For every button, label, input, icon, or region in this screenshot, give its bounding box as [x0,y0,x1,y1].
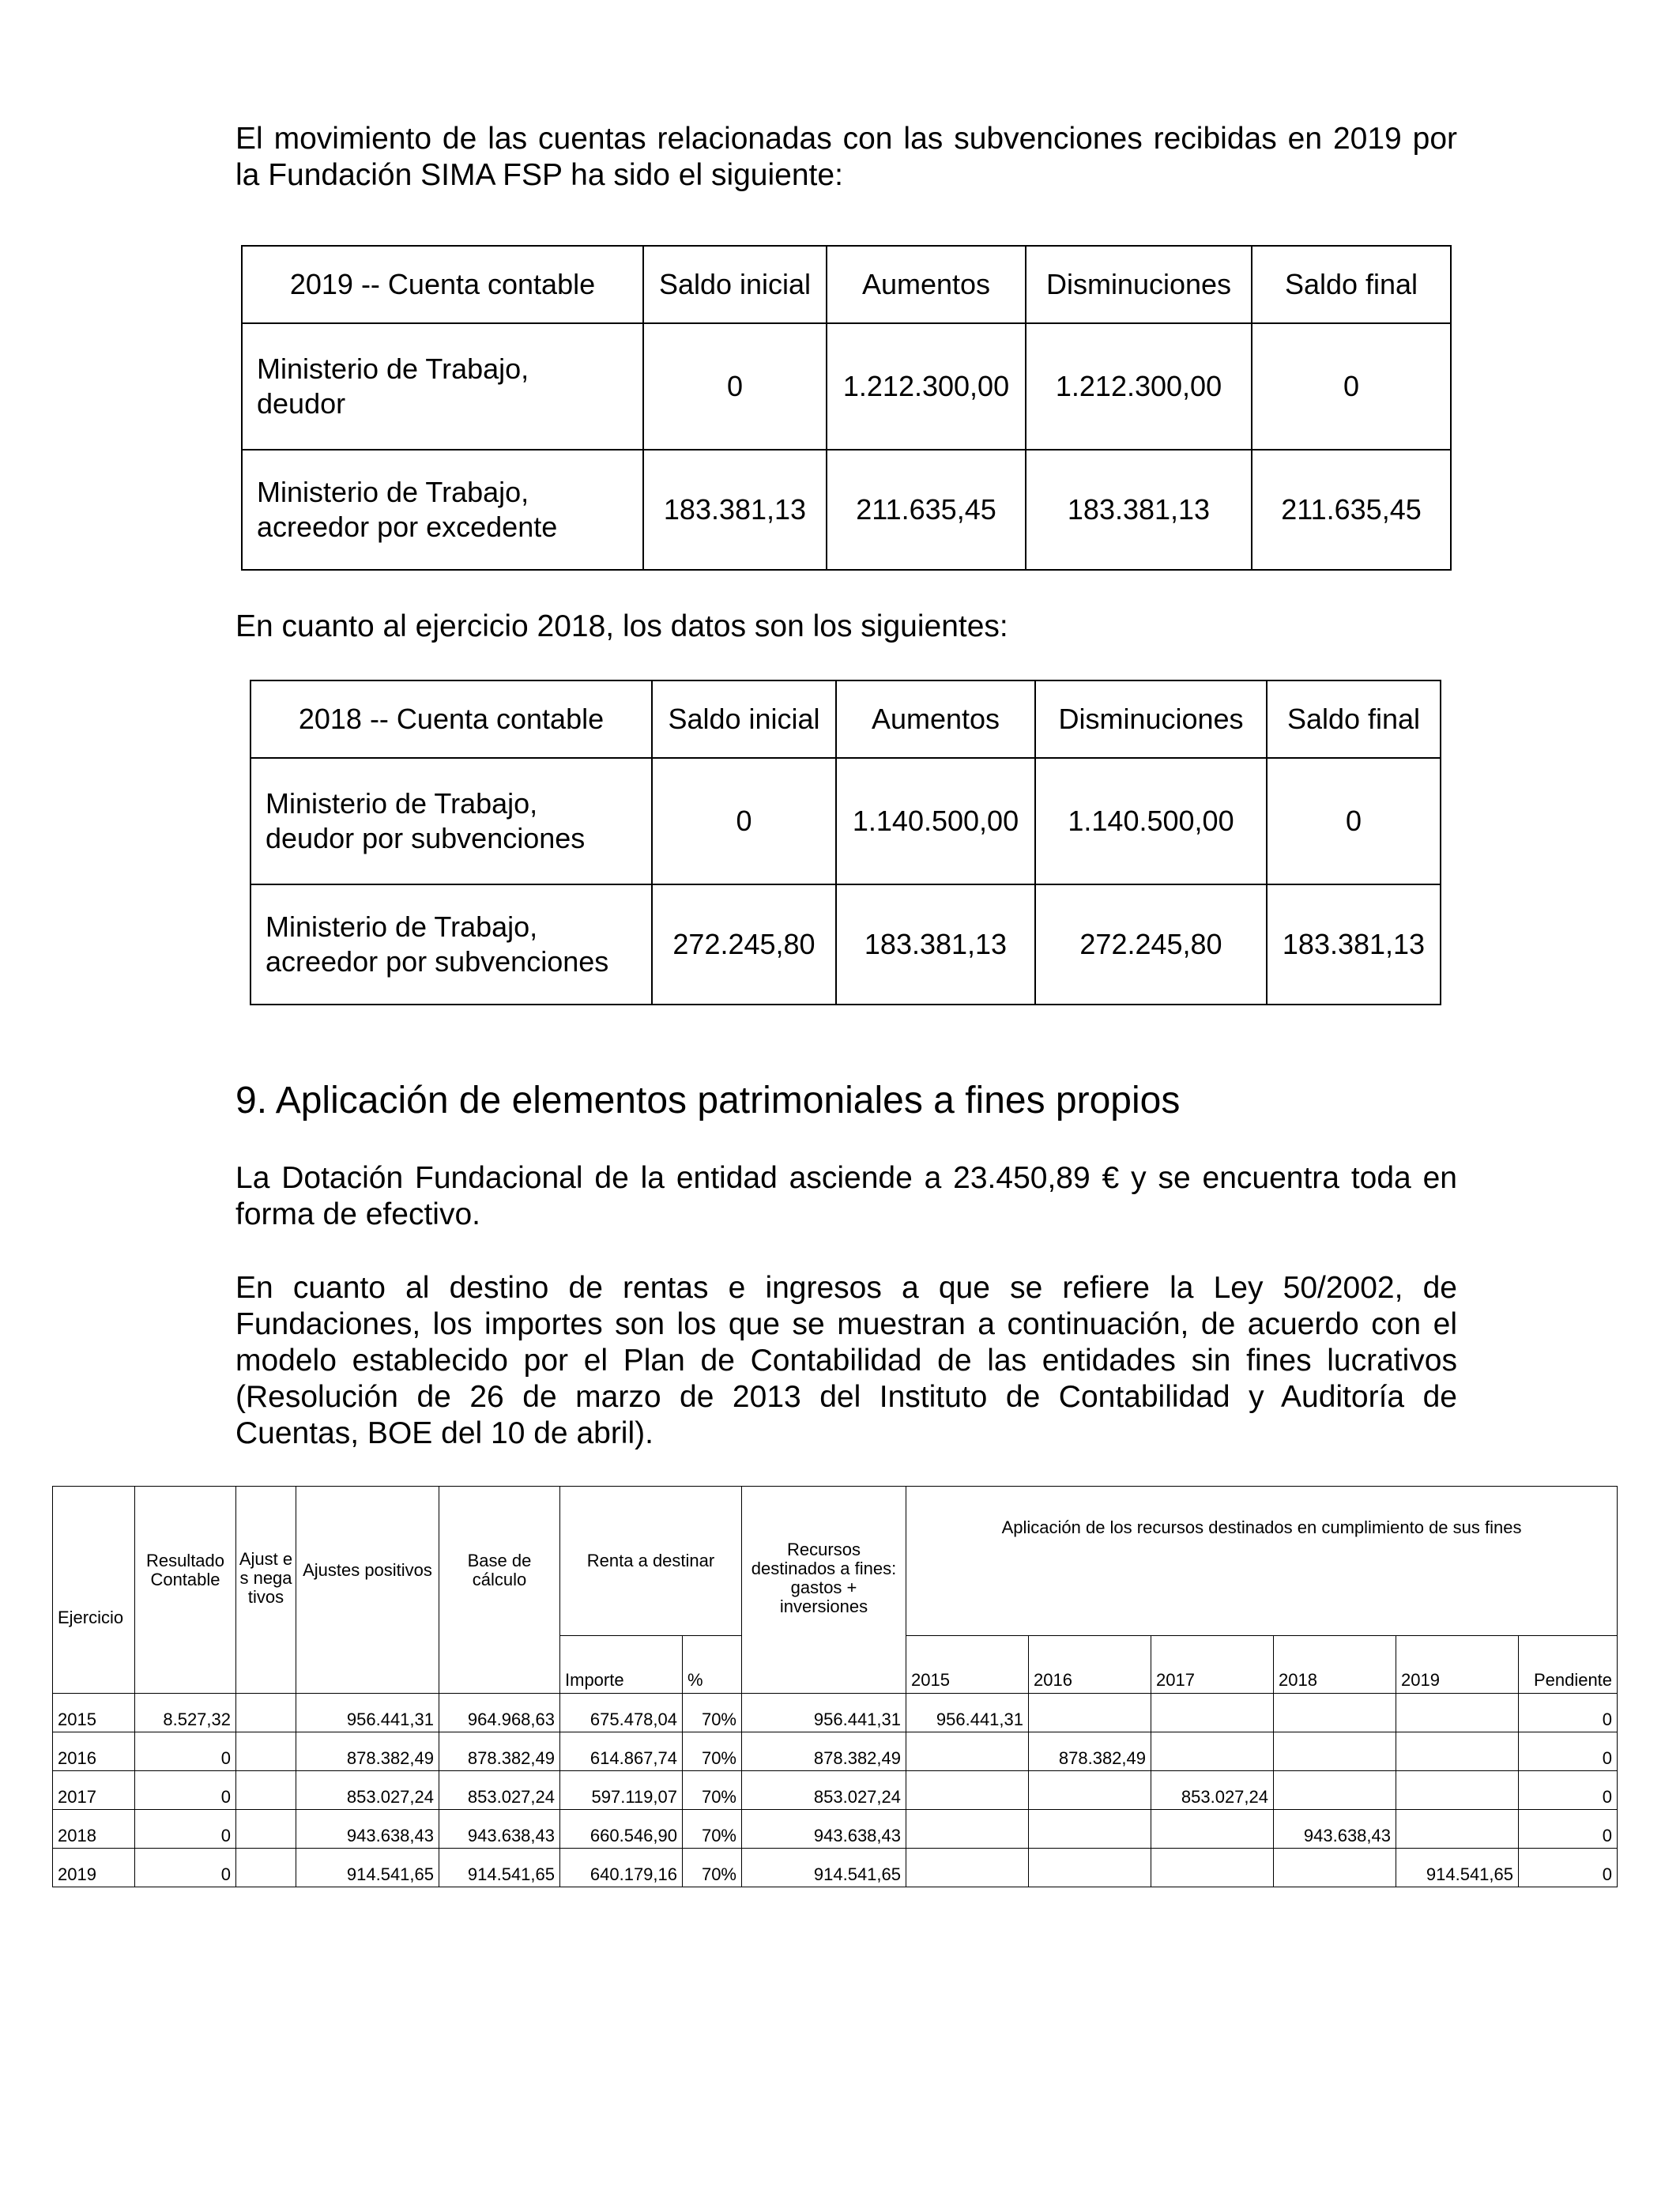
cell-a2019 [1396,1771,1519,1810]
cell-a2018 [1274,1694,1396,1732]
cell-recursos: 956.441,31 [742,1694,906,1732]
cell-pendiente: 0 [1519,1694,1618,1732]
cell-importe: 675.478,04 [560,1694,683,1732]
header-year-2019: 2019 [1396,1636,1519,1694]
table-2018-header-disminuciones: Disminuciones [1035,680,1267,758]
aumentos-cell: 183.381,13 [836,884,1035,1005]
cell-a2018 [1274,1849,1396,1887]
header-aplicacion-recursos: Aplicación de los recursos destinados en cumplimiento de sus fines [906,1487,1618,1636]
cell-a2015: 956.441,31 [906,1694,1029,1732]
cell-ajustes-neg [236,1732,296,1771]
intro-2019-paragraph: El movimiento de las cuentas relacionadas con las subvenciones recibidas en 2019 por la Fundación SIMA FSP ha sido el siguiente: [235,122,1457,192]
cell-pendiente: 0 [1519,1732,1618,1771]
cell-pendiente: 0 [1519,1849,1618,1887]
account-label-line1: Ministerio de Trabajo, [266,787,538,820]
header-year-2017: 2017 [1151,1636,1274,1694]
table-2018-header-cuenta: 2018 -- Cuenta contable [250,680,652,758]
cell-base: 878.382,49 [439,1732,560,1771]
account-label-line2: acreedor por subvenciones [266,945,609,978]
cell-pct: 70% [683,1694,742,1732]
cell-base: 853.027,24 [439,1771,560,1810]
saldo-inicial-cell: 272.245,80 [652,884,836,1005]
cell-a2017 [1151,1732,1274,1771]
table-row [53,1810,1618,1849]
account-label-line2: acreedor por excedente [257,511,558,543]
cell-ajustes-neg [236,1694,296,1732]
table-2018-header-saldo-final: Saldo final [1267,680,1441,758]
account-label-line2: deudor por subvenciones [266,822,586,854]
cell-ajustes-pos: 914.541,65 [296,1849,439,1887]
cell-importe: 660.546,90 [560,1810,683,1849]
account-label [242,450,643,570]
cell-a2017 [1151,1694,1274,1732]
table-2018-header-row [250,680,1441,758]
table-2019-header-row [242,246,1451,323]
cell-ajustes-pos: 943.638,43 [296,1810,439,1849]
cell-importe: 640.179,16 [560,1849,683,1887]
account-label [250,884,652,1005]
cell-a2015 [906,1849,1029,1887]
cell-ajustes-neg [236,1771,296,1810]
cell-a2016: 878.382,49 [1029,1732,1151,1771]
cell-ejercicio: 2018 [53,1810,135,1849]
saldo-final-cell: 0 [1252,323,1451,450]
header-year-2015: 2015 [906,1636,1029,1694]
cell-a2016 [1029,1810,1151,1849]
cell-ajustes-neg [236,1810,296,1849]
table-row [242,323,1451,450]
saldo-final-cell: 211.635,45 [1252,450,1451,570]
aumentos-cell: 1.140.500,00 [836,758,1035,884]
cell-a2017: 853.027,24 [1151,1771,1274,1810]
destino-paragraph: En cuanto al destino de rentas e ingresos a que se refiere la Ley 50/2002, de Fundaciones, los importes son los que se muestran a continuación, de acuerdo con el modelo establecido por el Plan de Contabilidad de las entidades sin fines lucrativos (Resolución de 26 de marzo de 2013 del Instituto de Contabilidad y Auditoría de Cuentas, BOE del 10 de abril). [235,1271,1457,1450]
header-percent: % [683,1636,742,1694]
cell-a2015 [906,1771,1029,1810]
header-year-2016: 2016 [1029,1636,1151,1694]
cell-a2016 [1029,1771,1151,1810]
saldo-final-cell: 183.381,13 [1267,884,1441,1005]
dotacion-paragraph: La Dotación Fundacional de la entidad asciende a 23.450,89 € y se encuentra toda en forma de efectivo. [235,1161,1457,1231]
cell-base: 914.541,65 [439,1849,560,1887]
cell-pct: 70% [683,1732,742,1771]
table-row [53,1732,1618,1771]
cell-pct: 70% [683,1771,742,1810]
table-2018 [250,680,1441,1005]
saldo-inicial-cell: 0 [643,323,827,450]
header-renta-destinar: Renta a destinar [560,1487,742,1636]
cell-a2019: 914.541,65 [1396,1849,1519,1887]
cell-a2015 [906,1732,1029,1771]
destino-header-row-1 [53,1487,1618,1636]
cell-recursos: 914.541,65 [742,1849,906,1887]
cell-a2015 [906,1810,1029,1849]
table-2018-header-saldo-inicial: Saldo inicial [652,680,836,758]
aumentos-cell: 211.635,45 [827,450,1026,570]
disminuciones-cell: 272.245,80 [1035,884,1267,1005]
account-label-line1: Ministerio de Trabajo, [257,476,529,508]
cell-pct: 70% [683,1810,742,1849]
cell-a2016 [1029,1849,1151,1887]
cell-resultado: 8.527,32 [135,1694,236,1732]
header-pendiente: Pendiente [1519,1636,1618,1694]
account-label-line2: deudor [257,387,346,420]
cell-a2019 [1396,1732,1519,1771]
table-2019-header-aumentos: Aumentos [827,246,1026,323]
header-ajustes-positivos: Ajustes positivos [296,1487,439,1694]
cell-recursos: 853.027,24 [742,1771,906,1810]
table-2018-header-aumentos: Aumentos [836,680,1035,758]
header-recursos-destinados: Recursos destinados a fines: gastos + inversiones [742,1487,906,1694]
cell-resultado: 0 [135,1732,236,1771]
table-row [242,450,1451,570]
cell-resultado: 0 [135,1810,236,1849]
cell-ejercicio: 2015 [53,1694,135,1732]
table-row [250,758,1441,884]
cell-a2018 [1274,1771,1396,1810]
cell-recursos: 878.382,49 [742,1732,906,1771]
table-2019 [241,245,1452,571]
cell-importe: 597.119,07 [560,1771,683,1810]
disminuciones-cell: 1.140.500,00 [1035,758,1267,884]
aumentos-cell: 1.212.300,00 [827,323,1026,450]
table-2019-header-saldo-inicial: Saldo inicial [643,246,827,323]
cell-base: 943.638,43 [439,1810,560,1849]
cell-a2017 [1151,1849,1274,1887]
cell-base: 964.968,63 [439,1694,560,1732]
table-row [53,1694,1618,1732]
section-heading: 9. Aplicación de elementos patrimoniales a fines propios [235,1080,1181,1122]
saldo-inicial-cell: 183.381,13 [643,450,827,570]
cell-a2018 [1274,1732,1396,1771]
cell-ajustes-pos: 878.382,49 [296,1732,439,1771]
cell-ejercicio: 2016 [53,1732,135,1771]
cell-resultado: 0 [135,1771,236,1810]
header-ejercicio: Ejercicio [53,1487,135,1694]
cell-ajustes-pos: 853.027,24 [296,1771,439,1810]
account-label-line1: Ministerio de Trabajo, [257,352,529,385]
table-row [53,1771,1618,1810]
header-base-calculo: Base de cálculo [439,1487,560,1694]
saldo-final-cell: 0 [1267,758,1441,884]
cell-a2016 [1029,1694,1151,1732]
cell-ejercicio: 2019 [53,1849,135,1887]
disminuciones-cell: 183.381,13 [1026,450,1252,570]
cell-pendiente: 0 [1519,1810,1618,1849]
cell-ajustes-neg [236,1849,296,1887]
cell-ejercicio: 2017 [53,1771,135,1810]
header-resultado-contable: Resultado Contable [135,1487,236,1694]
cell-a2018: 943.638,43 [1274,1810,1396,1849]
cell-recursos: 943.638,43 [742,1810,906,1849]
cell-ajustes-pos: 956.441,31 [296,1694,439,1732]
table-row [53,1849,1618,1887]
header-ajustes-negativos: Ajust es nega tivos [236,1487,296,1694]
account-label [242,323,643,450]
cell-a2019 [1396,1694,1519,1732]
saldo-inicial-cell: 0 [652,758,836,884]
table-2019-header-cuenta: 2019 -- Cuenta contable [242,246,643,323]
account-label-line1: Ministerio de Trabajo, [266,910,538,943]
cell-pct: 70% [683,1849,742,1887]
header-year-2018: 2018 [1274,1636,1396,1694]
table-2019-header-saldo-final: Saldo final [1252,246,1451,323]
cell-a2017 [1151,1810,1274,1849]
destino-rentas-table [52,1486,1618,1887]
table-row [250,884,1441,1005]
table-2019-header-disminuciones: Disminuciones [1026,246,1252,323]
intro-2018-paragraph: En cuanto al ejercicio 2018, los datos son los siguientes: [235,609,1008,643]
cell-importe: 614.867,74 [560,1732,683,1771]
cell-a2019 [1396,1810,1519,1849]
header-importe: Importe [560,1636,683,1694]
cell-resultado: 0 [135,1849,236,1887]
cell-pendiente: 0 [1519,1771,1618,1810]
disminuciones-cell: 1.212.300,00 [1026,323,1252,450]
account-label [250,758,652,884]
